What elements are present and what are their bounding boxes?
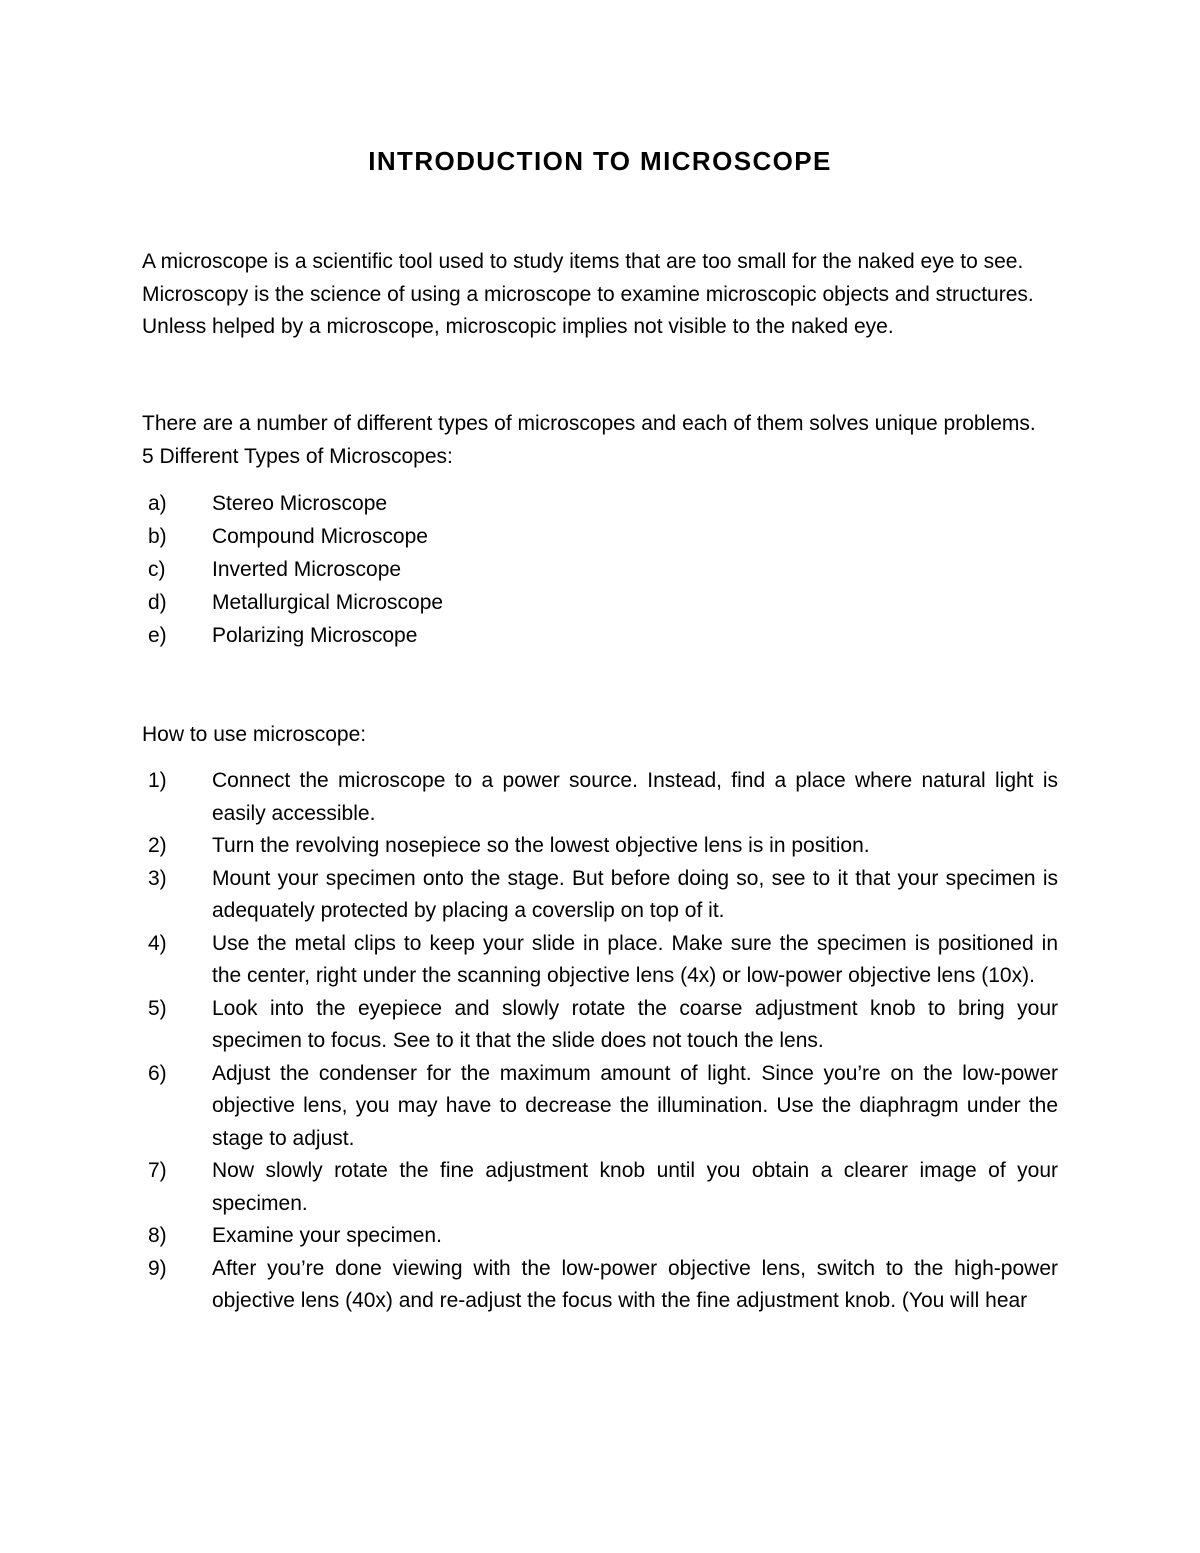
list-item [142, 928, 1058, 993]
list-marker: 9) [148, 1256, 167, 1280]
list-marker: 6) [148, 1061, 167, 1085]
intro-paragraph [142, 246, 1058, 344]
list-item-text: Look into the eyepiece and slowly rotate the coarse adjustment knob to bring your specimen to focus. See to it that the slide does not touch the lens. [212, 996, 1058, 1052]
list-marker: 4) [148, 931, 167, 955]
types-intro-line: 5 Different Types of Microscopes: [142, 444, 453, 468]
list-item-text: Compound Microscope [212, 525, 428, 548]
list-marker: 2) [148, 834, 167, 857]
list-marker: 1) [148, 769, 167, 792]
list-item [142, 521, 1058, 554]
list-item-text: Use the metal clips to keep your slide in place. Make sure the specimen is positioned in the center, right under the scanning objective lens (4x) or low-power objective lens (10x). [212, 931, 1058, 987]
list-item [142, 587, 1058, 620]
types-intro-line: There are a number of different types of microscopes and each of them solves unique problems. [142, 412, 1036, 435]
list-marker: 3) [148, 866, 167, 890]
list-marker: e) [148, 624, 167, 647]
list-item [142, 1058, 1058, 1156]
list-item [142, 830, 1058, 863]
list-marker: b) [148, 525, 167, 548]
list-item-text: Metallurgical Microscope [212, 591, 444, 614]
list-item-text: After you’re done viewing with the low-power objective lens, switch to the high-power objective lens (40x) and re-adjust the focus with the fine adjustment knob. (You will hear [212, 1256, 1058, 1312]
list-marker: 7) [148, 1159, 167, 1182]
list-item-text: Mount your specimen onto the stage. But before doing so, see to it that your specimen is adequately protected by placing a coverslip on top of it. [212, 866, 1058, 922]
list-marker: 5) [148, 996, 167, 1020]
list-marker: a) [148, 492, 167, 515]
list-marker: d) [148, 591, 167, 614]
list-item-text: Inverted Microscope [212, 558, 402, 581]
list-marker: c) [148, 558, 166, 581]
list-item-text: Turn the revolving nosepiece so the lowest objective lens is in position. [212, 834, 870, 857]
types-intro-paragraph [142, 408, 1058, 473]
intro-line: Unless helped by a microscope, microscopic implies not visible to the naked eye. [142, 315, 894, 338]
list-item [142, 1155, 1058, 1220]
list-item [142, 554, 1058, 587]
list-item [142, 620, 1058, 653]
list-item [142, 1220, 1058, 1253]
list-item [142, 1253, 1058, 1318]
list-item-text: Stereo Microscope [212, 492, 388, 515]
list-item [142, 488, 1058, 521]
intro-line: Microscopy is the science of using a microscope to examine microscopic objects and structures. [142, 282, 1034, 306]
list-item [142, 993, 1058, 1058]
list-item-text: Adjust the condenser for the maximum amount of light. Since you’re on the low-power objective lens, you may have to decrease the illumination. Use the diaphragm under the stage to adjust. [212, 1061, 1058, 1150]
document-title: INTRODUCTION TO MICROSCOPE [368, 146, 832, 176]
list-item [142, 765, 1058, 830]
list-marker: 8) [148, 1224, 167, 1247]
list-item-text: Polarizing Microscope [212, 624, 418, 647]
microscope-types-list [142, 488, 1058, 653]
list-item-text: Examine your specimen. [212, 1224, 442, 1247]
list-item-text: Now slowly rotate the fine adjustment knob until you obtain a clearer image of your specimen. [212, 1159, 1058, 1215]
howto-steps-list [142, 765, 1058, 1318]
intro-line: A microscope is a scientific tool used to study items that are too small for the naked eye to see. [142, 250, 1024, 273]
list-item [142, 863, 1058, 928]
list-item-text: Connect the microscope to a power source. Instead, find a place where natural light is easily accessible. [212, 769, 1058, 825]
howto-heading: How to use microscope: [142, 723, 367, 746]
